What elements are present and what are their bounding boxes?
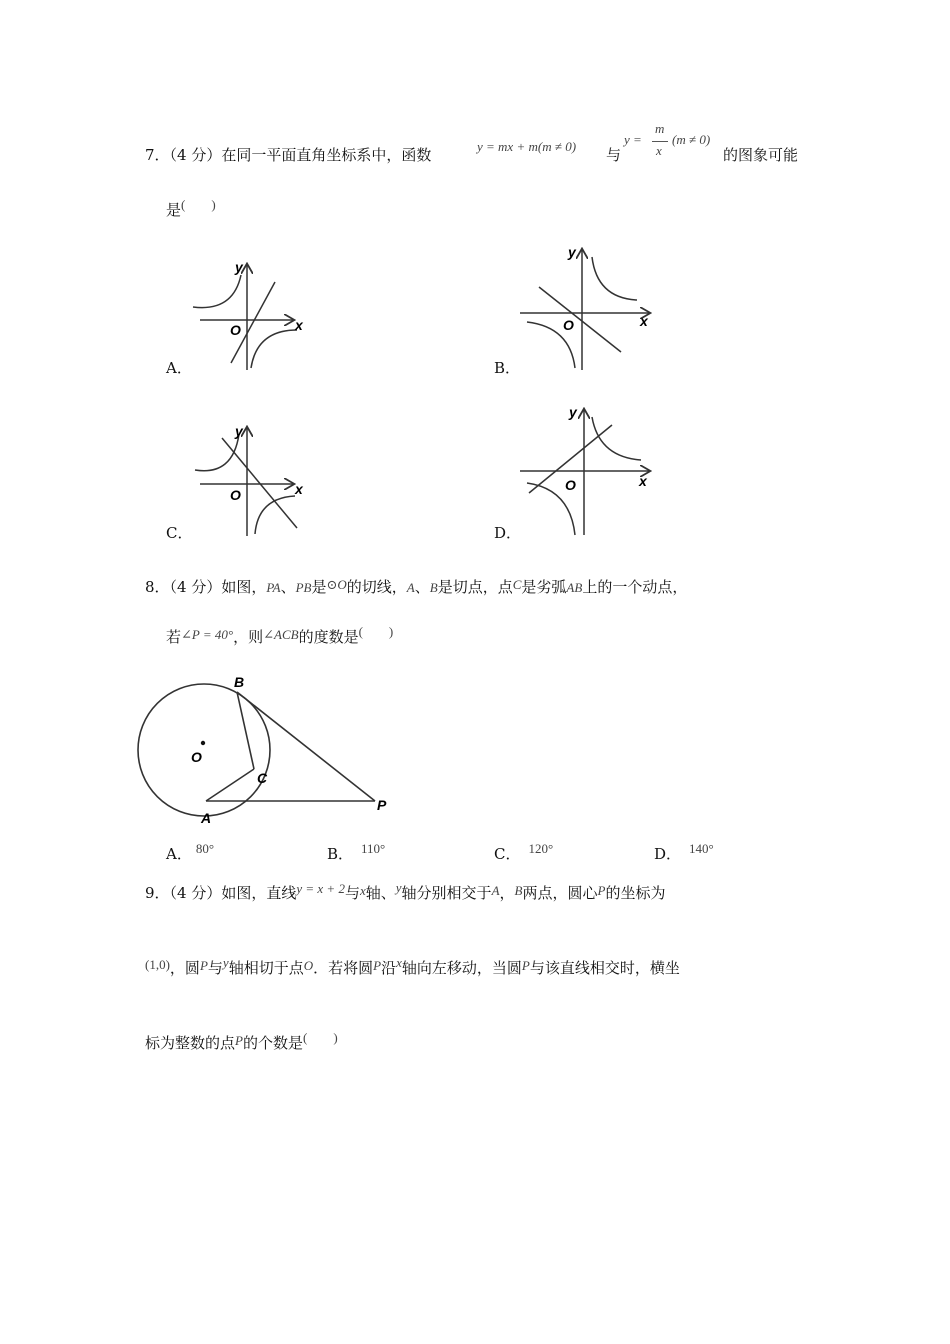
q7-option-c-graph[interactable] [185,418,310,540]
q8-math: PB [295,580,312,595]
q8-math: ∠P = 40° [181,627,234,642]
x-axis-label: x [639,473,647,489]
answer-paren: ( ) [358,624,394,639]
y-axis-label: y [568,244,576,260]
option-value: 120° [528,841,554,856]
hyperbola-branch [195,434,239,471]
q8-math: PA [266,580,281,595]
q8-option-b[interactable] [327,843,385,864]
q8-math: C [512,577,522,592]
hyperbola-branch [193,275,241,308]
x-axis-label: x [640,313,648,329]
q7-text: （4 分）在同一平面直角坐标系中，函数 [169,146,432,164]
q9-text: 与该直线相交时，横坐 [529,959,680,977]
linear-graph-line [539,287,621,352]
answer-paren: ( ) [302,1030,338,1045]
q9-stem-line1 [145,882,665,903]
q8-text: ，则 [233,628,264,646]
option-label: A． [166,845,192,863]
option-value: 110° [361,841,386,856]
q9-text: 沿 [381,959,397,977]
origin-label: O [230,487,241,503]
option-label: C． [494,845,521,863]
q8-text: 、 [414,578,430,596]
q8-stem-line1 [145,576,687,597]
q9-text: ．若将圆 [313,959,374,977]
q9-math: P [235,1033,243,1048]
q7-formula-inverse [624,121,724,167]
q9-number: 9． [145,884,170,902]
point-o-label: O [191,749,202,765]
q8-text: （4 分）如图， [169,578,267,596]
option-label: B． [327,845,354,863]
hyperbola-branch [592,257,637,300]
q9-math: y [395,880,402,895]
q8-option-a[interactable] [166,843,214,864]
q8-text: 的度数是 [298,628,359,646]
q9-text: 的坐标为 [605,884,666,902]
q8-option-d[interactable] [654,843,714,864]
q9-stem-line2 [145,957,680,978]
q9-math: y = x + 2 [296,881,345,896]
q9-math: P [521,958,530,973]
q9-text: 轴向左移动，当圆 [401,959,522,977]
q8-math: ⊙O [326,577,347,592]
q7-stem-line2 [166,199,216,220]
q9-text: 轴、 [365,884,396,902]
q9-math: B [514,883,523,898]
q9-text: 的个数是 [242,1034,303,1052]
q9-text: 与 [207,959,223,977]
q7-option-b-graph[interactable] [515,240,665,375]
q8-math: B [429,580,438,595]
q9-math: x [396,955,402,970]
hyperbola-branch [592,417,641,460]
q7-option-b-label[interactable]: B． [494,359,521,377]
q8-text: 是劣弧 [521,578,567,596]
q8-math: A [406,580,415,595]
origin-label: O [563,317,574,333]
q9-math: P [373,958,382,973]
q7-option-d-label[interactable]: D． [494,524,522,542]
q7-option-a-label[interactable]: A． [166,359,192,377]
q9-text: ，圆 [169,959,200,977]
origin-label: O [230,322,241,338]
point-c-label: C [257,770,268,786]
x-axis-label: x [295,481,303,497]
q7-formula-numerator: m [655,121,665,136]
option-value: 140° [689,841,714,856]
point-a-label: A [201,810,212,826]
q7-option-c-label[interactable]: C． [166,524,193,542]
y-axis-label: y [569,405,577,420]
q9-math: x [359,883,366,898]
q8-math: ∠ACB [263,627,299,642]
q9-text: 轴相切于点 [228,959,304,977]
q9-math: P [199,958,208,973]
q7-formula-denominator: x [656,143,662,158]
chord-ac [206,769,254,801]
q7-stem-line1 [145,144,431,165]
q9-text: （4 分）如图，直线 [169,884,297,902]
point-p-label: P [377,797,387,813]
q7-text: 是 [166,201,182,219]
q9-math: y [222,955,229,970]
q8-number: 8． [145,578,170,596]
q7-formula-linear: y = mx + m(m ≠ 0) [477,139,577,154]
q8-text: 若 [166,628,182,646]
q8-text: 是切点，点 [437,578,513,596]
q7-formula-y: y = [624,132,642,147]
hyperbola-branch [251,330,297,368]
option-label: D． [654,845,682,863]
x-axis-label: x [295,317,303,333]
q9-math: O [303,958,314,973]
q9-stem-line3 [145,1032,338,1053]
q8-option-c[interactable] [494,843,553,864]
q7-option-d-graph[interactable] [515,405,665,540]
q9-text: 与 [344,884,360,902]
q9-text: 两点，圆心 [522,884,598,902]
q9-text: ， [499,884,515,902]
q7-number: 7． [145,146,170,164]
point-b-label: B [234,674,245,690]
fraction-bar [652,141,668,142]
q7-option-a-graph[interactable] [185,250,310,375]
origin-label: O [565,477,576,493]
q8-stem-line2 [166,626,393,647]
q8-text: 是 [311,578,327,596]
y-axis-label: y [235,259,243,275]
q8-text: 、 [280,578,296,596]
answer-paren: ( ) [181,197,216,212]
q8-math: AB [566,580,583,595]
option-value: 80° [195,841,215,856]
q8-figure [135,670,395,830]
q8-text: 的切线， [346,578,407,596]
q8-text: 上的一个动点， [582,578,688,596]
q9-text: 标为整数的点 [145,1034,236,1052]
q9-text: 轴分别相交于 [401,884,492,902]
q9-math: (1,0) [145,957,170,972]
q9-math: P [597,883,606,898]
q7-text: 与 [606,146,622,164]
q7-formula-condition: (m ≠ 0) [672,132,711,147]
q9-math: A [491,883,500,898]
y-axis-label: y [235,423,243,439]
q7-text: 的图象可能 [723,146,799,164]
center-point [201,741,205,745]
